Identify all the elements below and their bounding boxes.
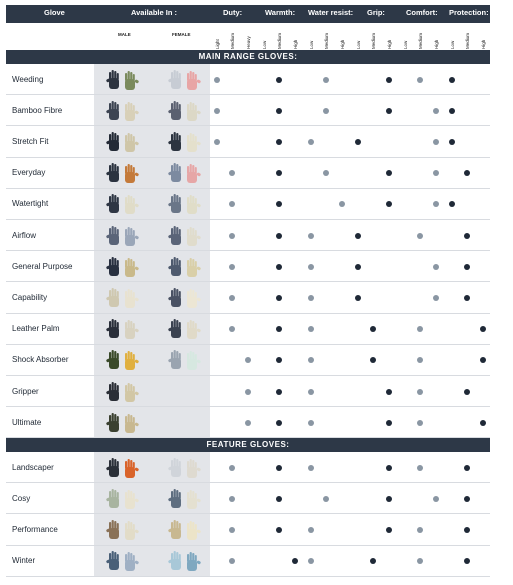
rating-dot-dark	[464, 389, 470, 395]
glove-name: Winter	[12, 556, 36, 566]
female-glove-image	[168, 550, 202, 572]
glove-name: Leather Palm	[12, 324, 60, 334]
female-glove-image	[168, 457, 202, 479]
table-row	[6, 251, 490, 282]
level-label: Light	[215, 39, 220, 49]
male-glove-image	[106, 69, 140, 91]
level-label: High	[481, 39, 486, 49]
female-glove-image	[168, 256, 202, 278]
rating-dot-light	[308, 527, 314, 533]
table-row	[6, 376, 490, 407]
glove-name: Performance	[12, 524, 58, 534]
glove-name: Shock Absorber	[12, 355, 69, 365]
table-row	[6, 189, 490, 220]
rating-dot-light	[433, 295, 439, 301]
rating-dot-light	[308, 357, 314, 363]
rating-dot-dark	[355, 139, 361, 145]
table-row	[6, 314, 490, 345]
glove-name: Stretch Fit	[12, 136, 49, 146]
rating-dot-dark	[386, 389, 392, 395]
rating-dot-light	[433, 108, 439, 114]
rating-dot-dark	[386, 496, 392, 502]
rating-dot-dark	[386, 465, 392, 471]
male-glove-image	[106, 225, 140, 247]
male-glove-image	[106, 193, 140, 215]
rating-dot-light	[417, 465, 423, 471]
rating-dot-light	[323, 108, 329, 114]
male-glove-image	[106, 457, 140, 479]
rating-dot-light	[323, 496, 329, 502]
rating-dot-light	[229, 201, 235, 207]
glove-name: Everyday	[12, 168, 46, 178]
table-header	[6, 5, 490, 23]
section-main-range: MAIN RANGE GLOVES:	[6, 50, 490, 64]
rating-dot-dark	[276, 496, 282, 502]
male-glove-image	[106, 381, 140, 403]
female-column-label: FEMALE	[172, 32, 191, 37]
rating-dot-light	[433, 496, 439, 502]
header-glove: Glove	[44, 8, 65, 17]
rating-dot-dark	[276, 389, 282, 395]
header-available: Available In :	[131, 8, 177, 17]
female-glove-image	[168, 519, 202, 541]
male-glove-image	[106, 256, 140, 278]
rating-dot-dark	[386, 527, 392, 533]
male-column-label: MALE	[118, 32, 131, 37]
rating-dot-light	[308, 558, 314, 564]
header-comfort: Comfort:	[406, 8, 438, 17]
glove-name: General Purpose	[12, 261, 73, 271]
table-row	[6, 220, 490, 251]
rating-dot-light	[308, 295, 314, 301]
rating-dot-dark	[449, 108, 455, 114]
male-glove-image	[106, 550, 140, 572]
rating-dot-dark	[449, 201, 455, 207]
rating-dot-dark	[480, 420, 486, 426]
rating-dot-dark	[276, 264, 282, 270]
glove-name: Watertight	[12, 199, 49, 209]
rating-dot-light	[229, 496, 235, 502]
rating-dot-light	[308, 389, 314, 395]
rating-dot-light	[214, 139, 220, 145]
table-row	[6, 452, 490, 483]
rating-dot-dark	[355, 233, 361, 239]
rating-dot-light	[308, 139, 314, 145]
rating-dot-light	[229, 558, 235, 564]
rating-dot-dark	[276, 420, 282, 426]
level-label: High	[340, 39, 345, 49]
glove-name: Ultimate	[12, 417, 42, 427]
rating-dot-dark	[464, 233, 470, 239]
female-glove-image	[168, 131, 202, 153]
level-label: Medium	[418, 32, 423, 49]
header-duty: Duty:	[223, 8, 243, 17]
table-row	[6, 158, 490, 189]
level-label: Medium	[230, 32, 235, 49]
header-water: Water resist:	[308, 8, 354, 17]
rating-dot-light	[323, 170, 329, 176]
table-row	[6, 282, 490, 313]
level-label: Low	[309, 40, 314, 49]
rating-dot-dark	[464, 170, 470, 176]
male-glove-image	[106, 488, 140, 510]
header-warmth: Warmth:	[265, 8, 296, 17]
rating-dot-light	[308, 264, 314, 270]
rating-dot-light	[308, 465, 314, 471]
rating-dot-dark	[386, 108, 392, 114]
female-glove-image	[168, 69, 202, 91]
rating-dot-light	[229, 326, 235, 332]
rating-dot-dark	[276, 139, 282, 145]
rating-dot-dark	[276, 77, 282, 83]
female-glove-image	[168, 287, 202, 309]
rating-dot-dark	[276, 170, 282, 176]
rating-dot-light	[323, 77, 329, 83]
male-glove-image	[106, 349, 140, 371]
glove-name: Capability	[12, 292, 48, 302]
female-glove-image	[168, 318, 202, 340]
level-label: Medium	[277, 32, 282, 49]
rating-dot-light	[417, 326, 423, 332]
rating-dot-dark	[276, 108, 282, 114]
level-label: Low	[450, 40, 455, 49]
rating-dot-dark	[386, 201, 392, 207]
rating-dot-light	[417, 389, 423, 395]
table-row	[6, 126, 490, 157]
level-label: Low	[403, 40, 408, 49]
rating-dot-dark	[276, 527, 282, 533]
level-label: High	[293, 39, 298, 49]
rating-dot-light	[433, 201, 439, 207]
rating-dot-light	[433, 264, 439, 270]
rating-dot-dark	[370, 558, 376, 564]
level-label: Low	[262, 40, 267, 49]
rating-dot-dark	[276, 357, 282, 363]
rating-dot-dark	[386, 420, 392, 426]
glove-name: Airflow	[12, 230, 37, 240]
rating-dot-light	[308, 233, 314, 239]
table-row	[6, 95, 490, 126]
table-row	[6, 64, 490, 95]
glove-name: Bamboo Fibre	[12, 105, 63, 115]
rating-dot-dark	[464, 527, 470, 533]
rating-dot-dark	[292, 558, 298, 564]
rating-dot-dark	[449, 139, 455, 145]
rating-dot-dark	[386, 77, 392, 83]
rating-dot-light	[339, 201, 345, 207]
male-glove-image	[106, 318, 140, 340]
rating-dot-dark	[370, 326, 376, 332]
rating-dot-light	[417, 420, 423, 426]
rating-dot-dark	[464, 558, 470, 564]
header-grip: Grip:	[367, 8, 385, 17]
female-glove-image	[168, 100, 202, 122]
rating-dot-dark	[386, 170, 392, 176]
male-glove-image	[106, 412, 140, 434]
rating-dot-light	[245, 389, 251, 395]
male-glove-image	[106, 162, 140, 184]
table-row	[6, 483, 490, 514]
rating-dot-dark	[355, 295, 361, 301]
rating-dot-light	[433, 170, 439, 176]
rating-dot-light	[214, 108, 220, 114]
glove-name: Cosy	[12, 493, 31, 503]
female-glove-image	[168, 162, 202, 184]
rating-dot-dark	[276, 465, 282, 471]
female-glove-image	[168, 193, 202, 215]
level-label: High	[387, 39, 392, 49]
rating-dot-light	[417, 77, 423, 83]
rating-dot-light	[308, 420, 314, 426]
rating-dot-light	[229, 465, 235, 471]
female-glove-image	[168, 488, 202, 510]
rating-dot-dark	[480, 326, 486, 332]
rating-dot-dark	[276, 326, 282, 332]
male-glove-image	[106, 100, 140, 122]
rating-dot-dark	[355, 264, 361, 270]
glove-name: Weeding	[12, 74, 44, 84]
rating-dot-dark	[370, 357, 376, 363]
female-glove-image	[168, 349, 202, 371]
level-label: High	[434, 39, 439, 49]
section-feature: FEATURE GLOVES:	[6, 438, 490, 452]
rating-dot-dark	[276, 233, 282, 239]
rating-dot-dark	[449, 77, 455, 83]
rating-dot-dark	[464, 295, 470, 301]
rating-dot-light	[229, 295, 235, 301]
rating-dot-light	[214, 77, 220, 83]
level-label: Medium	[324, 32, 329, 49]
rating-dot-light	[229, 233, 235, 239]
rating-dot-light	[417, 558, 423, 564]
rating-dot-dark	[464, 264, 470, 270]
rating-dot-light	[245, 420, 251, 426]
glove-name: Landscaper	[12, 462, 54, 472]
rating-dot-dark	[480, 357, 486, 363]
rating-dot-dark	[276, 201, 282, 207]
rating-dot-dark	[464, 496, 470, 502]
male-glove-image	[106, 519, 140, 541]
rating-dot-light	[417, 357, 423, 363]
table-row	[6, 546, 490, 577]
rating-dot-light	[229, 170, 235, 176]
table-row	[6, 407, 490, 438]
rating-dot-light	[417, 527, 423, 533]
rating-dot-dark	[464, 465, 470, 471]
male-glove-image	[106, 131, 140, 153]
table-row	[6, 345, 490, 376]
level-label: Heavy	[246, 36, 251, 49]
rating-dot-light	[417, 233, 423, 239]
rating-dot-light	[229, 264, 235, 270]
header-protection: Protection:	[449, 8, 489, 17]
rating-dot-light	[245, 357, 251, 363]
female-glove-image	[168, 225, 202, 247]
rating-dot-light	[433, 139, 439, 145]
level-label: Medium	[371, 32, 376, 49]
rating-dot-dark	[276, 295, 282, 301]
level-label: Low	[356, 40, 361, 49]
rating-dot-light	[229, 527, 235, 533]
glove-name: Gripper	[12, 386, 39, 396]
rating-dot-light	[308, 326, 314, 332]
table-row	[6, 514, 490, 545]
level-label: Medium	[465, 32, 470, 49]
male-glove-image	[106, 287, 140, 309]
